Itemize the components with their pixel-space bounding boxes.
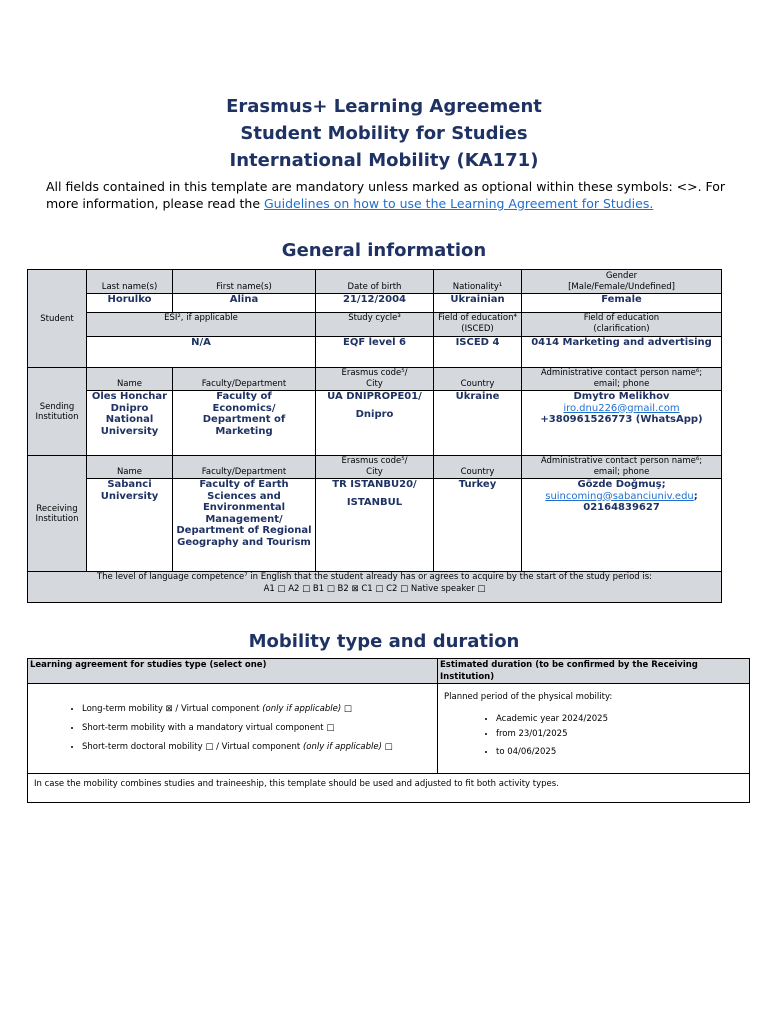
- title-line-3: International Mobility (KA171): [229, 150, 539, 171]
- sending-faculty: Faculty of Economics/ Department of Marketing: [173, 391, 316, 456]
- sending-name: Oles Honchar Dnipro National University: [87, 391, 173, 456]
- receiving-contact-phone: 02164839627: [583, 502, 660, 513]
- student-last-name: Horulko: [87, 294, 173, 313]
- sending-erasmus-code: [316, 391, 434, 456]
- sending-contact: [522, 391, 722, 456]
- receiving-contact-email-suffix: ;: [693, 490, 698, 502]
- planned-period-label: Planned period of the physical mobility:: [444, 692, 613, 702]
- sending-city: Dnipro: [355, 408, 394, 420]
- student-field-clarification: 0414 Marketing and advertising: [522, 337, 722, 368]
- receiving-institution-label: Receiving Institution: [28, 456, 87, 572]
- option-doctoral-label: Short-term doctoral mobility □ / Virtual component: [82, 742, 303, 752]
- student-gender: Female: [522, 294, 722, 313]
- combined-mobility-note: In case the mobility combines studies and traineeship, this template should be used and adjusted to fit both activity types.: [28, 774, 750, 803]
- receiving-header-country: Country: [434, 456, 522, 479]
- title-line-2: Student Mobility for Studies: [240, 123, 528, 144]
- receiving-header-contact: Administrative contact person name⁶; email; phone: [522, 456, 722, 479]
- student-date-of-birth: 21/12/2004: [316, 294, 434, 313]
- agreement-type-options: [28, 684, 438, 774]
- sending-contact-phone: +380961526773 (WhatsApp): [540, 414, 703, 425]
- student-study-cycle: EQF level 6: [316, 337, 434, 368]
- option-long-term-label: Long-term mobility ⊠ / Virtual component: [82, 704, 263, 714]
- receiving-city: ISTANBUL: [346, 496, 403, 508]
- header-estimated-duration: Estimated duration (to be confirmed by the Receiving Institution): [438, 659, 750, 684]
- student-label: Student: [28, 270, 87, 368]
- option-short-term[interactable]: [82, 719, 435, 738]
- student-first-name: Alina: [173, 294, 316, 313]
- receiving-header-name: Name: [87, 456, 173, 479]
- header-date-of-birth: Date of birth: [316, 270, 434, 294]
- sending-contact-name: Dmytro Melikhov: [573, 391, 670, 402]
- general-information-title: General information: [281, 240, 487, 261]
- sending-code: UA DNIPROPE01/: [327, 391, 422, 402]
- option-short-term-label: Short-term mobility with a mandatory virtual component □: [82, 723, 335, 733]
- student-esi: N/A: [87, 337, 316, 368]
- header-first-name: First name(s): [173, 270, 316, 294]
- intro-text: All fields contained in this template are mandatory unless marked as optional within these symbols: <>. For more information, please read the: [46, 179, 726, 211]
- sending-header-country: Country: [434, 368, 522, 391]
- sending-country: Ukraine: [434, 391, 522, 456]
- language-competence: [28, 572, 722, 603]
- receiving-header-erasmus-code: Erasmus code⁵/ City: [316, 456, 434, 479]
- estimated-duration-cell: [438, 684, 750, 774]
- mobility-type-table: [27, 658, 750, 803]
- sending-header-name: Name: [87, 368, 173, 391]
- sending-header-erasmus-code: Erasmus code⁵/ City: [316, 368, 434, 391]
- option-doctoral-virtual-box: □: [381, 742, 393, 752]
- sending-institution-label: Sending Institution: [28, 368, 87, 456]
- receiving-contact: [522, 479, 722, 572]
- receiving-name: Sabanci University: [87, 479, 173, 572]
- header-agreement-type: Learning agreement for studies type (select one): [28, 659, 438, 684]
- intro-paragraph: [46, 178, 726, 212]
- sending-contact-email[interactable]: iro.dnu226@gmail.com: [563, 402, 680, 414]
- optional-note: (only if applicable): [302, 742, 382, 752]
- header-nationality: Nationality¹: [434, 270, 522, 294]
- guidelines-link[interactable]: Guidelines on how to use the Learning Agreement for Studies.: [264, 196, 654, 211]
- option-short-term-doctoral[interactable]: [82, 738, 435, 757]
- language-competence-text: The level of language competence⁷ in English that the student already has or agrees to acquire by the start of the study period is:: [96, 572, 653, 582]
- receiving-header-faculty: Faculty/Department: [173, 456, 316, 479]
- receiving-code: TR ISTANBU20/: [332, 479, 417, 490]
- receiving-erasmus-code: [316, 479, 434, 572]
- period-from: • from 23/01/2025: [496, 727, 743, 742]
- period-academic-year: • Academic year 2024/2025: [496, 712, 743, 727]
- sending-header-contact: Administrative contact person name⁶; email; phone: [522, 368, 722, 391]
- sending-header-faculty: Faculty/Department: [173, 368, 316, 391]
- optional-note: (only if applicable): [262, 704, 342, 714]
- option-long-term[interactable]: [82, 700, 435, 719]
- receiving-country: Turkey: [434, 479, 522, 572]
- header-last-name: Last name(s): [87, 270, 173, 294]
- mobility-type-title: Mobility type and duration: [248, 631, 520, 652]
- header-field-of-education: Field of education⁴ (ISCED): [434, 313, 522, 337]
- header-esi: ESI², if applicable: [87, 313, 316, 337]
- header-field-clarification: Field of education (clarification): [522, 313, 722, 337]
- option-long-term-virtual-box: □: [341, 704, 352, 714]
- period-to: • to 04/06/2025: [496, 745, 743, 760]
- student-field-of-education: ISCED 4: [434, 337, 522, 368]
- receiving-contact-name: Gözde Doğmuş;: [577, 479, 666, 490]
- general-information-table: [27, 269, 722, 603]
- header-gender: Gender [Male/Female/Undefined]: [522, 270, 722, 294]
- title-line-1: Erasmus+ Learning Agreement: [226, 96, 542, 117]
- receiving-faculty: Faculty of Earth Sciences and Environmental Management/ Department of Regional Geography and Tourism: [173, 479, 316, 572]
- receiving-contact-email[interactable]: suincoming@sabanciuniv.edu: [545, 490, 694, 502]
- header-study-cycle: Study cycle³: [316, 313, 434, 337]
- student-nationality: Ukrainian: [434, 294, 522, 313]
- language-levels: A1 □ A2 □ B1 □ B2 ⊠ C1 □ C2 □ Native speaker □: [263, 583, 486, 594]
